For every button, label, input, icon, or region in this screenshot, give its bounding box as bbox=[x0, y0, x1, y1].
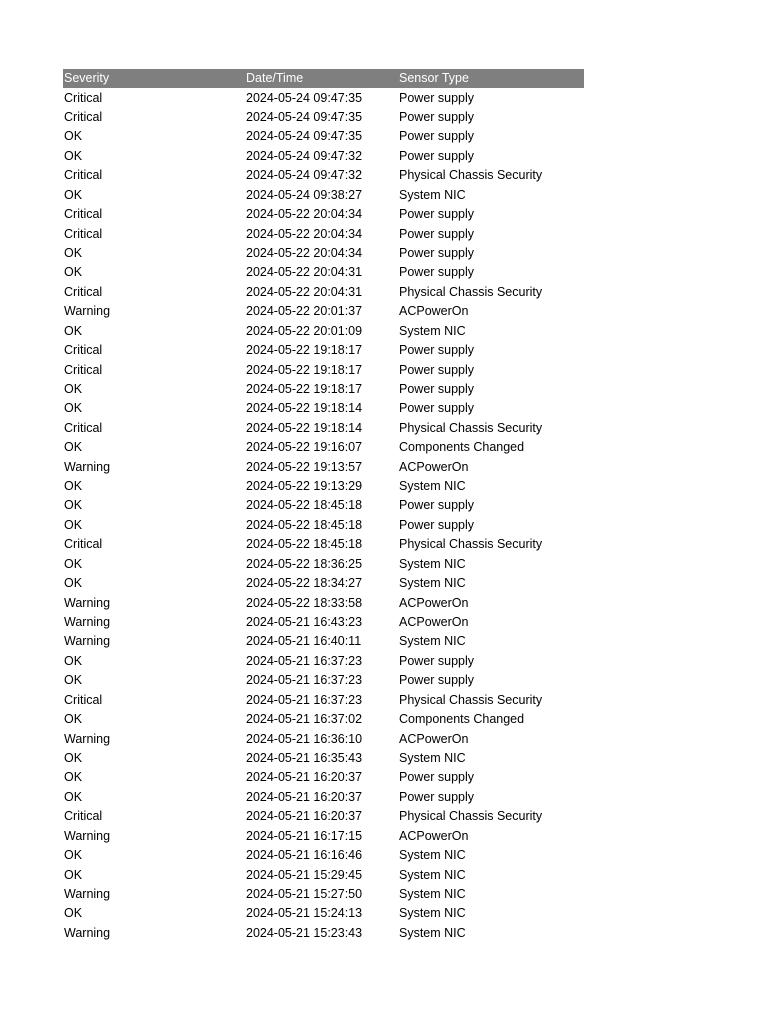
date-time-cell: 2024-05-21 15:24:13 bbox=[246, 906, 363, 921]
date-time-cell: 2024-05-21 16:37:02 bbox=[246, 712, 363, 727]
date-time-cell: 2024-05-22 19:13:29 bbox=[246, 479, 363, 494]
severity-cell: OK bbox=[64, 770, 83, 785]
severity-cell: Warning bbox=[64, 828, 111, 843]
severity-cell: OK bbox=[64, 848, 83, 863]
table-row bbox=[63, 768, 584, 787]
sensor-type-cell: Physical Chassis Security bbox=[399, 692, 543, 707]
sensor-type-cell: Power supply bbox=[399, 129, 475, 144]
table-row bbox=[63, 380, 584, 399]
date-time-cell: 2024-05-21 16:17:15 bbox=[246, 828, 363, 843]
sensor-type-cell: Components Changed bbox=[399, 440, 525, 455]
table-row bbox=[63, 477, 584, 496]
sensor-type-cell: System NIC bbox=[399, 187, 466, 202]
severity-cell: Critical bbox=[64, 90, 103, 105]
date-time-cell: 2024-05-22 20:01:09 bbox=[246, 323, 363, 338]
table-row bbox=[63, 108, 584, 127]
table-row bbox=[63, 729, 584, 748]
severity-cell: Warning bbox=[64, 925, 111, 940]
severity-cell: Critical bbox=[64, 343, 103, 358]
severity-cell: OK bbox=[64, 440, 83, 455]
sensor-type-cell: Power supply bbox=[399, 517, 475, 532]
table-row bbox=[63, 516, 584, 535]
date-time-cell: 2024-05-22 19:18:14 bbox=[246, 420, 363, 435]
severity-cell: Critical bbox=[64, 110, 103, 125]
date-time-cell: 2024-05-24 09:47:35 bbox=[246, 90, 363, 105]
severity-cell: Warning bbox=[64, 304, 111, 319]
date-time-cell: 2024-05-22 20:04:34 bbox=[246, 207, 363, 222]
date-time-cell: 2024-05-24 09:47:35 bbox=[246, 129, 363, 144]
date-time-cell: 2024-05-21 16:35:43 bbox=[246, 750, 363, 765]
table-row bbox=[63, 807, 584, 826]
severity-cell: Warning bbox=[64, 615, 111, 630]
table-row bbox=[63, 885, 584, 904]
header-date-time: Date/Time bbox=[246, 71, 304, 86]
date-time-cell: 2024-05-22 19:18:14 bbox=[246, 401, 363, 416]
sensor-type-cell: System NIC bbox=[399, 750, 466, 765]
date-time-cell: 2024-05-21 15:29:45 bbox=[246, 867, 363, 882]
date-time-cell: 2024-05-22 19:13:57 bbox=[246, 459, 363, 474]
table-row bbox=[63, 166, 584, 185]
severity-cell: OK bbox=[64, 673, 83, 688]
sensor-type-cell: System NIC bbox=[399, 848, 466, 863]
sensor-type-cell: ACPowerOn bbox=[399, 731, 469, 746]
severity-cell: Warning bbox=[64, 886, 111, 901]
sensor-type-cell: Power supply bbox=[399, 673, 475, 688]
severity-cell: OK bbox=[64, 401, 83, 416]
table-row bbox=[63, 244, 584, 263]
severity-cell: Critical bbox=[64, 207, 103, 222]
date-time-cell: 2024-05-22 19:18:17 bbox=[246, 343, 363, 358]
date-time-cell: 2024-05-24 09:47:32 bbox=[246, 148, 363, 163]
severity-cell: OK bbox=[64, 129, 83, 144]
table-row bbox=[63, 88, 584, 107]
sensor-type-cell: Power supply bbox=[399, 207, 475, 222]
sensor-type-cell: Physical Chassis Security bbox=[399, 420, 543, 435]
severity-cell: OK bbox=[64, 498, 83, 513]
sensor-type-cell: Physical Chassis Security bbox=[399, 809, 543, 824]
sensor-type-cell: System NIC bbox=[399, 323, 466, 338]
sensor-type-cell: ACPowerOn bbox=[399, 615, 469, 630]
date-time-cell: 2024-05-24 09:38:27 bbox=[246, 187, 363, 202]
sensor-type-cell: System NIC bbox=[399, 906, 466, 921]
sensor-type-cell: Power supply bbox=[399, 381, 475, 396]
date-time-cell: 2024-05-21 16:36:10 bbox=[246, 731, 363, 746]
severity-cell: Critical bbox=[64, 537, 103, 552]
date-time-cell: 2024-05-24 09:47:35 bbox=[246, 110, 363, 125]
table-row bbox=[63, 535, 584, 554]
sensor-type-cell: Physical Chassis Security bbox=[399, 537, 543, 552]
severity-cell: Critical bbox=[64, 284, 103, 299]
table-row bbox=[63, 419, 584, 438]
date-time-cell: 2024-05-22 18:34:27 bbox=[246, 576, 363, 591]
sensor-type-cell: System NIC bbox=[399, 925, 466, 940]
table-row bbox=[63, 186, 584, 205]
date-time-cell: 2024-05-21 16:20:37 bbox=[246, 770, 363, 785]
severity-cell: Warning bbox=[64, 634, 111, 649]
table-row bbox=[63, 127, 584, 146]
severity-cell: Critical bbox=[64, 362, 103, 377]
date-time-cell: 2024-05-24 09:47:32 bbox=[246, 168, 363, 183]
severity-cell: OK bbox=[64, 789, 83, 804]
date-time-cell: 2024-05-22 18:36:25 bbox=[246, 556, 363, 571]
table-row bbox=[63, 846, 584, 865]
severity-cell: OK bbox=[64, 750, 83, 765]
table-row bbox=[63, 224, 584, 243]
sensor-type-cell: Power supply bbox=[399, 498, 475, 513]
date-time-cell: 2024-05-22 19:18:17 bbox=[246, 381, 363, 396]
date-time-cell: 2024-05-21 16:37:23 bbox=[246, 692, 363, 707]
date-time-cell: 2024-05-21 16:43:23 bbox=[246, 615, 363, 630]
sensor-type-cell: Power supply bbox=[399, 343, 475, 358]
severity-cell: OK bbox=[64, 187, 83, 202]
sensor-type-cell: System NIC bbox=[399, 886, 466, 901]
table-row bbox=[63, 652, 584, 671]
sensor-type-cell: Power supply bbox=[399, 653, 475, 668]
severity-cell: Critical bbox=[64, 226, 103, 241]
date-time-cell: 2024-05-21 16:37:23 bbox=[246, 673, 363, 688]
sensor-type-cell: System NIC bbox=[399, 867, 466, 882]
severity-cell: OK bbox=[64, 265, 83, 280]
severity-cell: Critical bbox=[64, 168, 103, 183]
table-row bbox=[63, 671, 584, 690]
table-row bbox=[63, 321, 584, 340]
sensor-type-cell: System NIC bbox=[399, 479, 466, 494]
table-row bbox=[63, 341, 584, 360]
table-row bbox=[63, 555, 584, 574]
table-row bbox=[63, 496, 584, 515]
date-time-cell: 2024-05-22 19:16:07 bbox=[246, 440, 363, 455]
table-body bbox=[63, 88, 584, 943]
sensor-type-cell: Components Changed bbox=[399, 712, 525, 727]
event-log-table bbox=[63, 69, 584, 943]
severity-cell: Warning bbox=[64, 459, 111, 474]
sensor-type-cell: Power supply bbox=[399, 362, 475, 377]
severity-cell: OK bbox=[64, 576, 83, 591]
table-row bbox=[63, 438, 584, 457]
date-time-cell: 2024-05-21 16:37:23 bbox=[246, 653, 363, 668]
severity-cell: OK bbox=[64, 381, 83, 396]
sensor-type-cell: ACPowerOn bbox=[399, 828, 469, 843]
table-row bbox=[63, 574, 584, 593]
sensor-type-cell: Power supply bbox=[399, 226, 475, 241]
table-row bbox=[63, 749, 584, 768]
severity-cell: Warning bbox=[64, 731, 111, 746]
table-row bbox=[63, 826, 584, 845]
date-time-cell: 2024-05-22 18:45:18 bbox=[246, 498, 363, 513]
table-row bbox=[63, 283, 584, 302]
sensor-type-cell: Power supply bbox=[399, 110, 475, 125]
date-time-cell: 2024-05-22 20:04:31 bbox=[246, 265, 363, 280]
sensor-type-cell: Physical Chassis Security bbox=[399, 284, 543, 299]
sensor-type-cell: Power supply bbox=[399, 401, 475, 416]
sensor-type-cell: Power supply bbox=[399, 90, 475, 105]
table-row bbox=[63, 205, 584, 224]
severity-cell: OK bbox=[64, 246, 83, 260]
sensor-type-cell: ACPowerOn bbox=[399, 304, 469, 319]
date-time-cell: 2024-05-22 20:04:34 bbox=[246, 246, 363, 260]
date-time-cell: 2024-05-21 16:20:37 bbox=[246, 789, 363, 804]
table-row bbox=[63, 924, 584, 943]
severity-cell: Critical bbox=[64, 420, 103, 435]
table-row bbox=[63, 632, 584, 651]
table-row bbox=[63, 457, 584, 476]
date-time-cell: 2024-05-22 20:01:37 bbox=[246, 304, 363, 319]
severity-cell: OK bbox=[64, 906, 83, 921]
severity-cell: Critical bbox=[64, 692, 103, 707]
table-row bbox=[63, 613, 584, 632]
header-severity: Severity bbox=[64, 71, 110, 86]
table-row bbox=[63, 865, 584, 884]
date-time-cell: 2024-05-22 18:45:18 bbox=[246, 517, 363, 532]
date-time-cell: 2024-05-21 15:27:50 bbox=[246, 886, 363, 901]
sensor-type-cell: Power supply bbox=[399, 148, 475, 163]
severity-cell: Warning bbox=[64, 595, 111, 610]
severity-cell: OK bbox=[64, 556, 83, 571]
sensor-type-cell: ACPowerOn bbox=[399, 595, 469, 610]
severity-cell: OK bbox=[64, 148, 83, 163]
severity-cell: OK bbox=[64, 653, 83, 668]
table-row bbox=[63, 302, 584, 321]
table-row bbox=[63, 710, 584, 729]
date-time-cell: 2024-05-22 18:45:18 bbox=[246, 537, 363, 552]
severity-cell: OK bbox=[64, 867, 83, 882]
severity-cell: OK bbox=[64, 517, 83, 532]
sensor-type-cell: Power supply bbox=[399, 265, 475, 280]
table-row bbox=[63, 904, 584, 923]
table-row bbox=[63, 263, 584, 282]
table-row bbox=[63, 691, 584, 710]
date-time-cell: 2024-05-22 18:33:58 bbox=[246, 595, 363, 610]
table-row bbox=[63, 399, 584, 418]
date-time-cell: 2024-05-22 19:18:17 bbox=[246, 362, 363, 377]
table-row bbox=[63, 788, 584, 807]
date-time-cell: 2024-05-21 16:16:46 bbox=[246, 848, 363, 863]
severity-cell: Critical bbox=[64, 809, 103, 824]
sensor-type-cell: System NIC bbox=[399, 576, 466, 591]
date-time-cell: 2024-05-21 16:20:37 bbox=[246, 809, 363, 824]
severity-cell: OK bbox=[64, 479, 83, 494]
table-row bbox=[63, 593, 584, 612]
sensor-type-cell: Power supply bbox=[399, 246, 475, 260]
table-header bbox=[63, 69, 584, 88]
header-sensor-type: Sensor Type bbox=[399, 71, 469, 86]
date-time-cell: 2024-05-22 20:04:31 bbox=[246, 284, 363, 299]
date-time-cell: 2024-05-21 16:40:11 bbox=[246, 634, 362, 649]
sensor-type-cell: System NIC bbox=[399, 556, 466, 571]
date-time-cell: 2024-05-21 15:23:43 bbox=[246, 925, 363, 940]
sensor-type-cell: ACPowerOn bbox=[399, 459, 469, 474]
sensor-type-cell: System NIC bbox=[399, 634, 466, 649]
sensor-type-cell: Power supply bbox=[399, 789, 475, 804]
severity-cell: OK bbox=[64, 323, 83, 338]
table-row bbox=[63, 360, 584, 379]
sensor-type-cell: Power supply bbox=[399, 770, 475, 785]
severity-cell: OK bbox=[64, 712, 83, 727]
table-row bbox=[63, 147, 584, 166]
sensor-type-cell: Physical Chassis Security bbox=[399, 168, 543, 183]
date-time-cell: 2024-05-22 20:04:34 bbox=[246, 226, 363, 241]
